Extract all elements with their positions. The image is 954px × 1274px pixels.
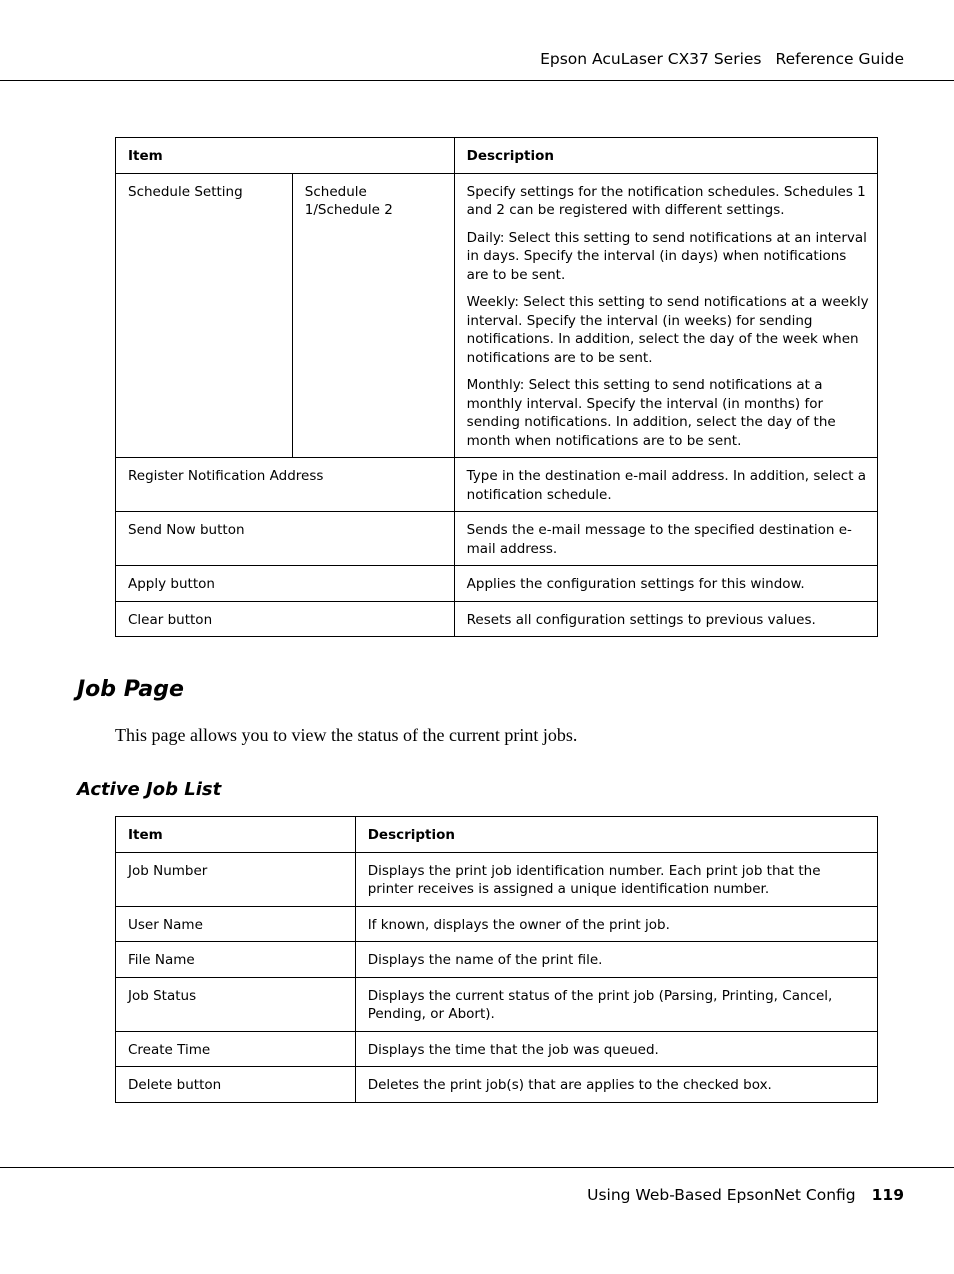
table-cell-item: User Name bbox=[116, 906, 356, 942]
table-cell-item: Send Now button bbox=[116, 512, 455, 566]
table-cell-item: Job Status bbox=[116, 977, 356, 1031]
table-row bbox=[116, 1067, 878, 1103]
table-cell-description: If known, displays the owner of the print job. bbox=[355, 906, 877, 942]
page-header bbox=[540, 50, 904, 68]
header-product: Epson AcuLaser CX37 Series bbox=[540, 50, 762, 68]
header-guide: Reference Guide bbox=[775, 50, 904, 68]
table-cell-description: Deletes the print job(s) that are applies to the checked box. bbox=[355, 1067, 877, 1103]
footer-section: Using Web-Based EpsonNet Config bbox=[587, 1186, 856, 1204]
description-paragraph: Weekly: Select this setting to send notifications at a weekly interval. Specify the interval (in weeks) for sending notifications. In addition, select the day of the week when notifications are to be sent. bbox=[466, 294, 869, 366]
table-row bbox=[116, 458, 878, 512]
column-header-description: Description bbox=[355, 817, 877, 853]
table-row bbox=[116, 1031, 878, 1067]
page-number: 119 bbox=[871, 1186, 904, 1204]
table-cell-description: Displays the current status of the print job (Parsing, Printing, Cancel, Pending, or Abort). bbox=[355, 977, 877, 1031]
column-header-item: Item bbox=[116, 817, 356, 853]
description-paragraph: Specify settings for the notification schedules. Schedules 1 and 2 can be registered with different settings. bbox=[466, 183, 866, 218]
table-cell-item: Apply button bbox=[116, 566, 455, 602]
table-row bbox=[116, 173, 878, 458]
table-cell-description: Sends the e-mail message to the specified destination e-mail address. bbox=[454, 512, 877, 566]
page-footer bbox=[587, 1186, 904, 1204]
table-cell-subitem: Schedule 1/Schedule 2 bbox=[292, 173, 454, 458]
table-cell-item: Clear button bbox=[116, 601, 455, 637]
table-cell-item: Create Time bbox=[116, 1031, 356, 1067]
table-cell-description: Displays the time that the job was queued. bbox=[355, 1031, 877, 1067]
table-cell-item: Job Number bbox=[116, 852, 356, 906]
header-rule bbox=[0, 80, 954, 81]
table-cell-item: Delete button bbox=[116, 1067, 356, 1103]
table-cell-item: Register Notification Address bbox=[116, 458, 455, 512]
table-row bbox=[116, 852, 878, 906]
table-cell-description: Displays the print job identification number. Each print job that the printer receives is assigned a unique identification number. bbox=[355, 852, 877, 906]
table-row bbox=[116, 942, 878, 978]
table-cell-description: Type in the destination e-mail address. In addition, select a notification schedule. bbox=[454, 458, 877, 512]
section-title: Job Page bbox=[77, 677, 184, 702]
footer-rule bbox=[0, 1167, 954, 1168]
table-cell-item: Schedule Setting bbox=[116, 173, 293, 458]
description-paragraph: Daily: Select this setting to send notifications at an interval in days. Specify the interval (in days) when notifications are to be sent. bbox=[466, 229, 867, 283]
notification-settings-table bbox=[115, 137, 878, 637]
table-cell-description: Resets all configuration settings to previous values. bbox=[454, 601, 877, 637]
table-header-row bbox=[116, 817, 878, 853]
table-cell-description: Applies the configuration settings for this window. bbox=[454, 566, 877, 602]
table-row bbox=[116, 977, 878, 1031]
table-row bbox=[116, 601, 878, 637]
description-paragraph: Monthly: Select this setting to send notifications at a monthly interval. Specify the interval (in months) for sending notifications. In addition, select the day of the month when notifications are to be sent. bbox=[466, 377, 836, 449]
column-header-description: Description bbox=[454, 138, 877, 174]
active-job-list-table bbox=[115, 816, 878, 1103]
table-row bbox=[116, 512, 878, 566]
table-row bbox=[116, 906, 878, 942]
table-header-row bbox=[116, 138, 878, 174]
section-intro: This page allows you to view the status of the current print jobs. bbox=[115, 725, 578, 745]
table-cell-description: Displays the name of the print file. bbox=[355, 942, 877, 978]
table-row bbox=[116, 566, 878, 602]
column-header-item: Item bbox=[116, 138, 455, 174]
table-cell-description bbox=[454, 173, 877, 458]
subsection-title: Active Job List bbox=[77, 779, 222, 800]
table-cell-item: File Name bbox=[116, 942, 356, 978]
